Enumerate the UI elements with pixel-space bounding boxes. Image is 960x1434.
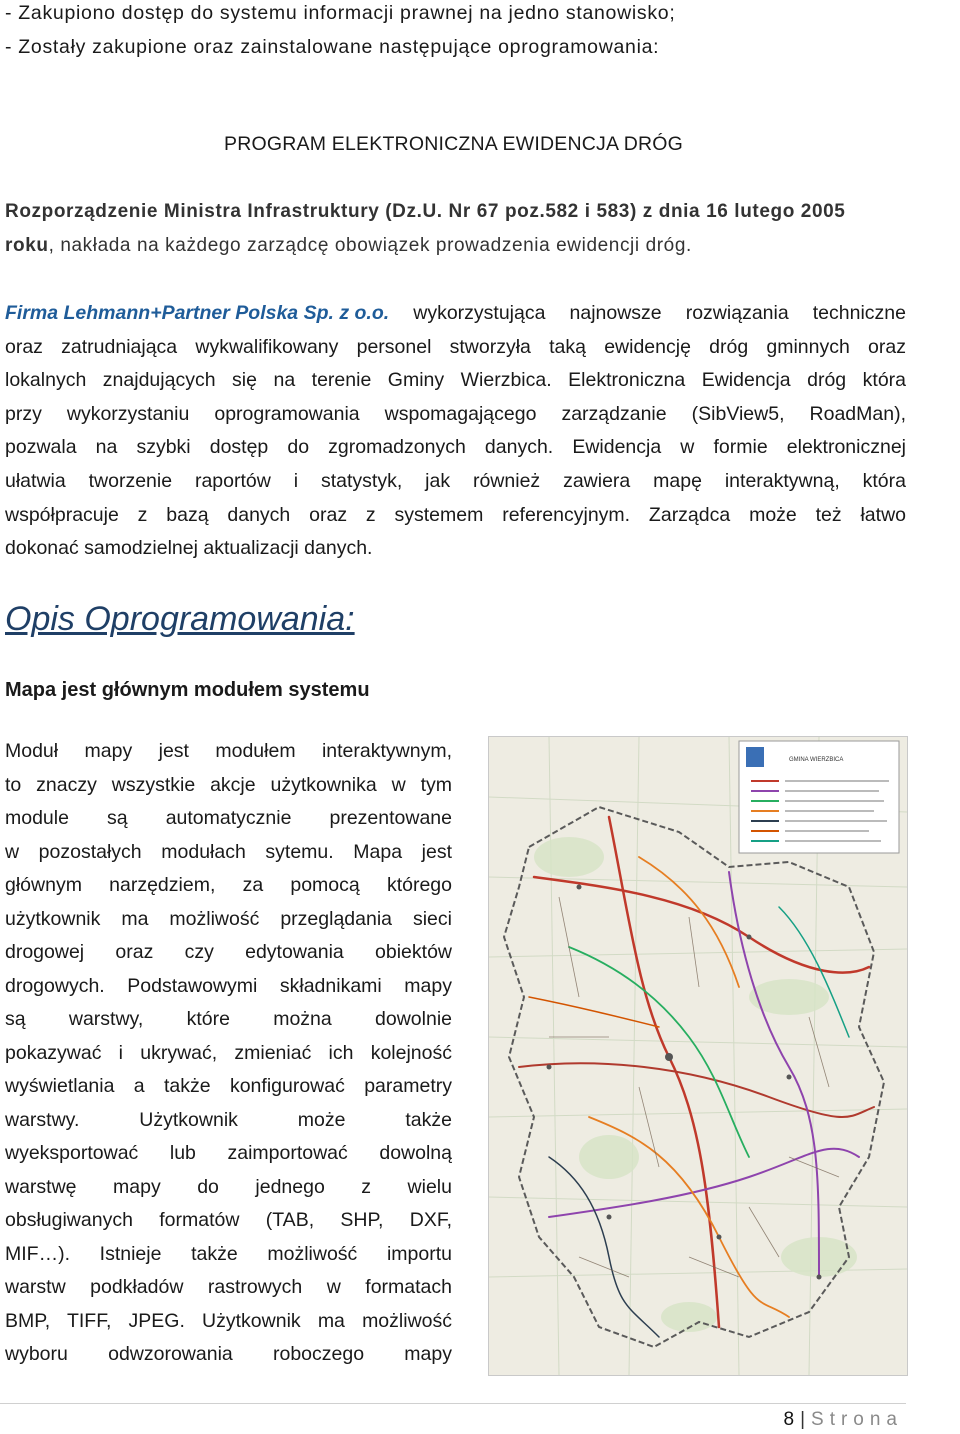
column-line: są warstwy, które można dowolnie [5, 1008, 452, 1030]
footer-rule [0, 1403, 906, 1404]
firma-text-5: pozwala na szybki dostęp do zgromadzonych danych. Ewidencja w formie elektronicznej [5, 436, 906, 458]
firma-name: Firma Lehmann+Partner Polska Sp. z o.o. [5, 302, 390, 324]
regulation-line-2 [5, 235, 692, 257]
regulation-roku: roku [5, 235, 49, 256]
column-line: warstw podkładów rastrowych w formatach [5, 1276, 452, 1298]
firma-text-7: współpracuje z bazą danych oraz z systemem referencyjnym. Zarządca może też łatwo [5, 504, 906, 526]
column-line: BMP, TIFF, JPEG. Użytkownik ma możliwość [5, 1310, 452, 1332]
section-heading: PROGRAM ELEKTRONICZNA EWIDENCJA DRÓG [224, 133, 684, 155]
column-line: to znaczy wszystkie akcje użytkownika w tym [5, 774, 452, 796]
firma-line-1 [5, 302, 906, 325]
column-line: wyeksportować lub zaimportować dowolną [5, 1142, 452, 1164]
column-line: module są automatycznie prezentowane [5, 807, 452, 829]
intro-line-1: - Zakupiono dostęp do systemu informacji prawnej na jedno stanowisko; [5, 2, 676, 24]
map-legend-title: GMINA WIERZBICA [789, 757, 844, 763]
column-line: wyboru odwzorowania roboczego mapy [5, 1343, 452, 1365]
column-line: MIF…). Istnieje także możliwość importu [5, 1243, 452, 1265]
page-number: 8 [783, 1409, 795, 1430]
map-section-title: Mapa jest głównym modułem systemu [5, 679, 370, 701]
firma-text-8: dokonać samodzielnej aktualizacji danych. [5, 537, 373, 559]
road-map-graphic [489, 737, 907, 1375]
intro-line-2: - Zostały zakupione oraz zainstalowane następujące oprogramowania: [5, 36, 660, 58]
column-line: użytkownik ma możliwość przeglądania sieci [5, 908, 452, 930]
firma-text-1: wykorzystująca najnowsze rozwiązania techniczne [389, 302, 906, 324]
column-line: w pozostałych modułach sytemu. Mapa jest [5, 841, 452, 863]
regulation-line-1: Rozporządzenie Ministra Infrastruktury (Dz.U. Nr 67 poz.582 i 583) z dnia 16 lutego 2005 [5, 201, 846, 222]
column-line: warstwę mapy do jednego z wielu [5, 1176, 452, 1198]
firma-text-3: lokalnych znajdujących się na terenie Gminy Wierzbica. Elektroniczna Ewidencja dróg która [5, 369, 906, 391]
page-word: Strona [811, 1409, 903, 1430]
column-line: warstwy. Użytkownik może także [5, 1109, 452, 1131]
column-line: drogowych. Podstawowymi składnikami mapy [5, 975, 452, 997]
firma-text-4: przy wykorzystaniu oprogramowania wspomagającego zarządzanie (SibView5, RoadMan), [5, 403, 906, 425]
firma-text-2: oraz zatrudniająca wykwalifikowany personel stworzyła taką ewidencję dróg gminnych oraz [5, 336, 906, 358]
column-line: Moduł mapy jest modułem interaktywnym, [5, 740, 452, 762]
column-line: wyświetlania a także konfigurować parametry [5, 1075, 452, 1097]
column-line: pokazywać i ukrywać, zmieniać ich kolejność [5, 1042, 452, 1064]
firma-text-6: ułatwia tworzenie raportów i statystyk, jak również zawiera mapę interaktywną, która [5, 470, 906, 492]
footer-separator: | [800, 1409, 806, 1430]
opis-title: Opis Oprogramowania: [5, 600, 355, 638]
page-footer [784, 1409, 904, 1431]
regulation-rest: , nakłada na każdego zarządcę obowiązek prowadzenia ewidencji dróg. [48, 235, 692, 256]
road-map-image [488, 736, 908, 1376]
column-line: głównym narzędziem, za pomocą którego [5, 874, 452, 896]
column-line: obsługiwanych formatów (TAB, SHP, DXF, [5, 1209, 452, 1231]
column-line: drogowej oraz czy edytowania obiektów [5, 941, 452, 963]
